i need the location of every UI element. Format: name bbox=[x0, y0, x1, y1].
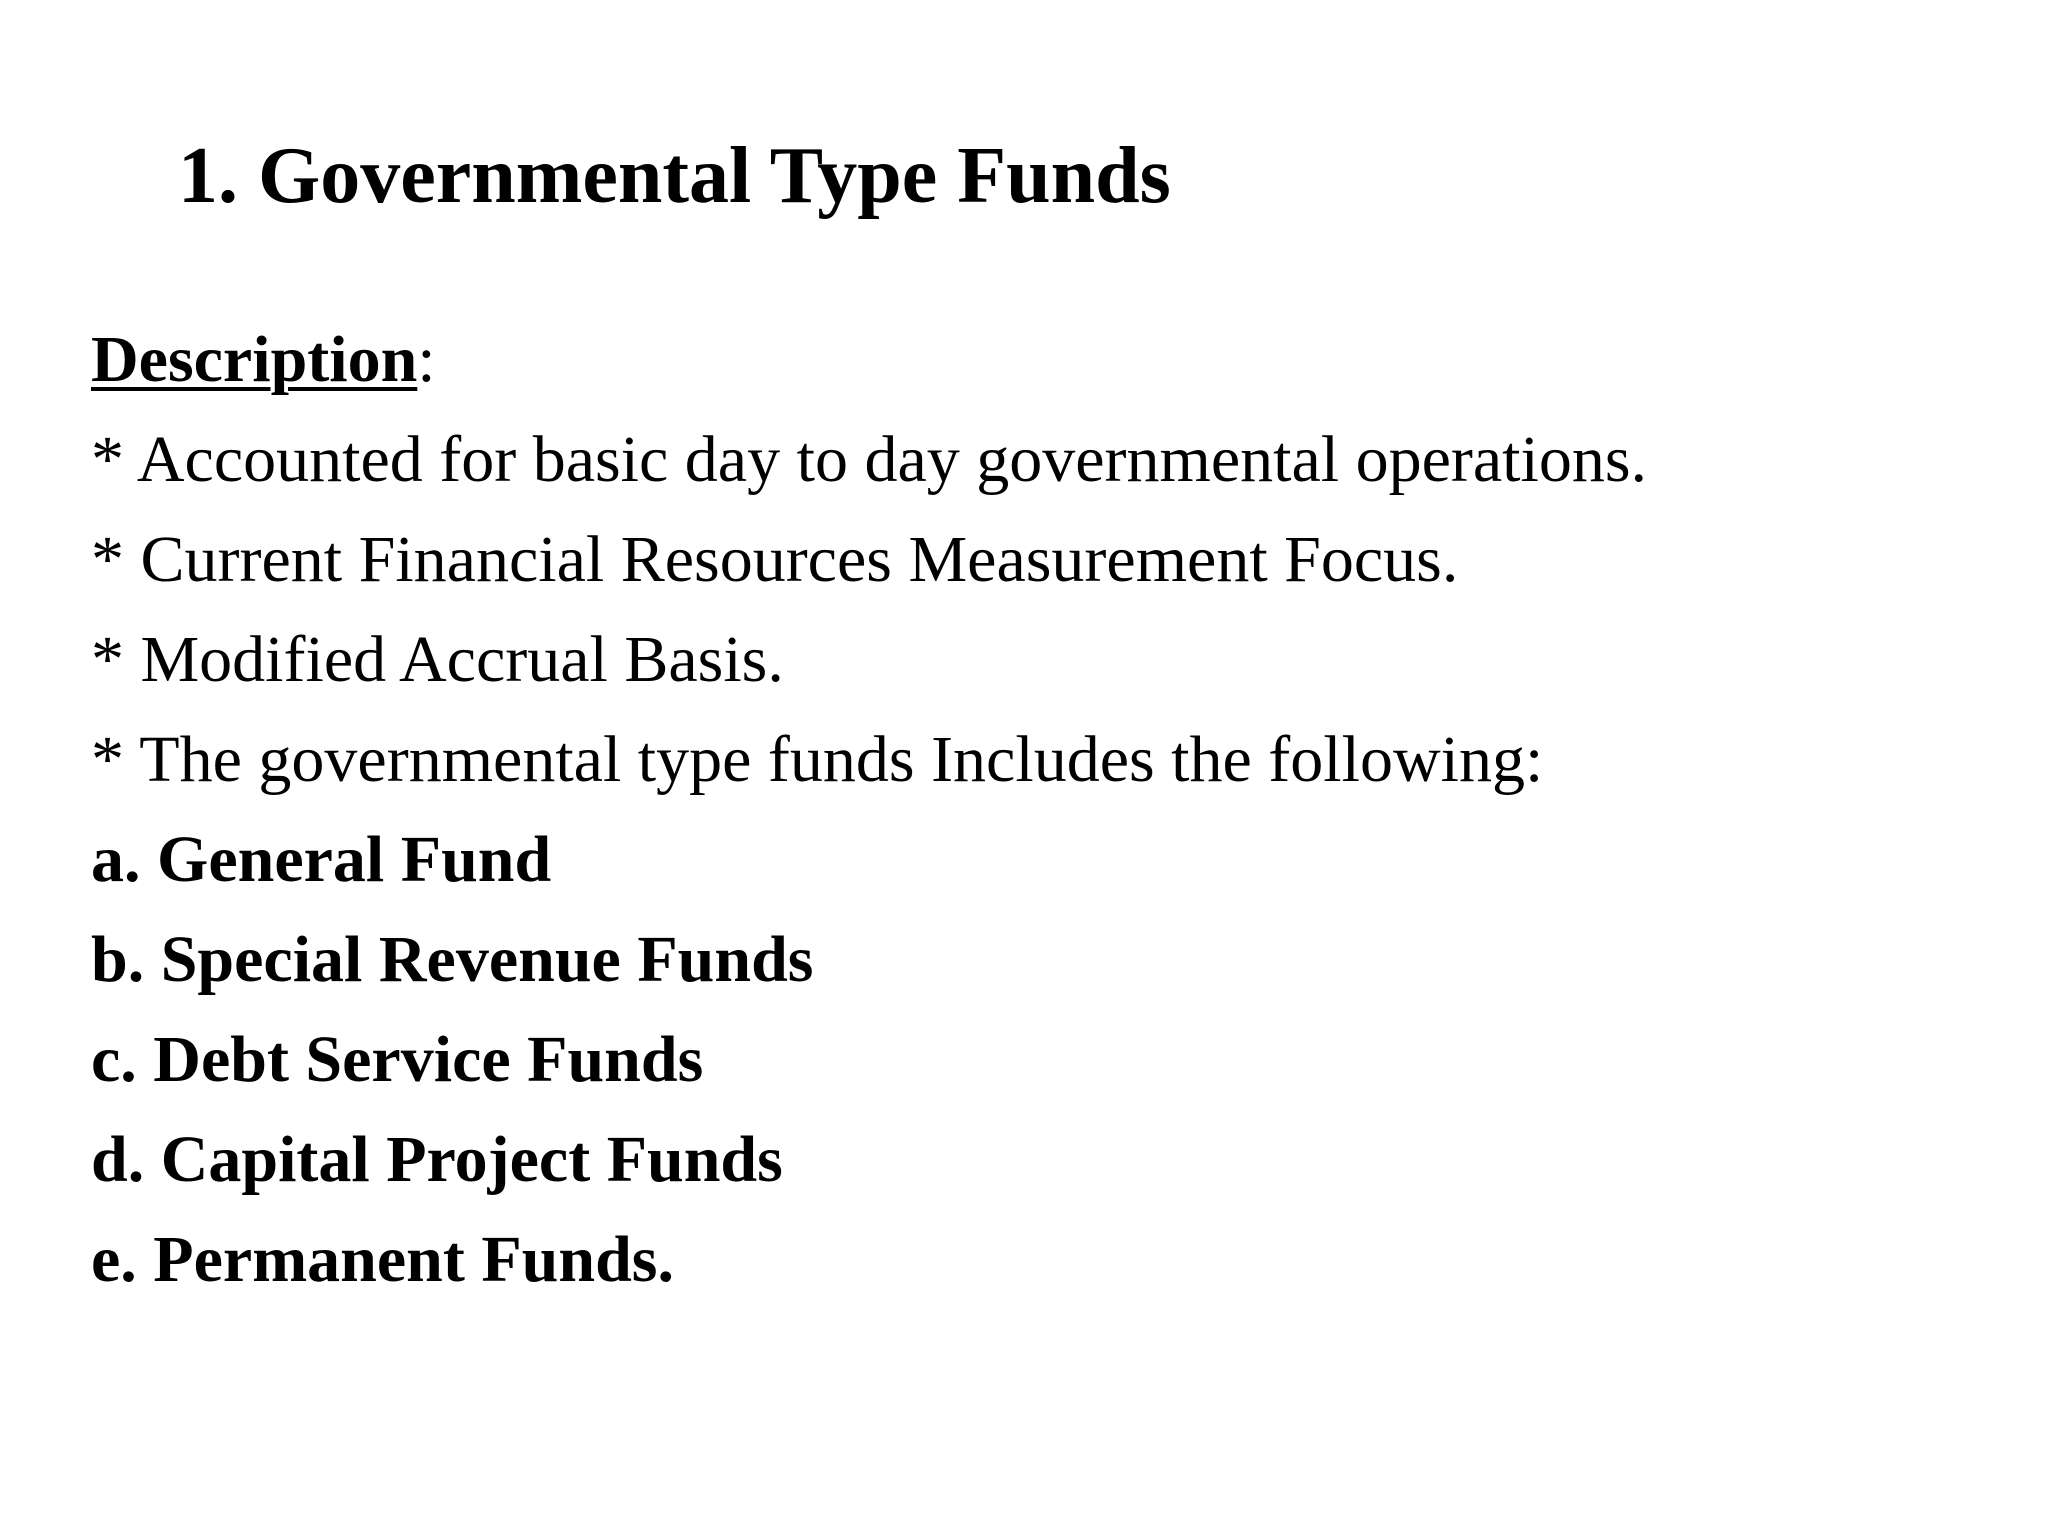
bullet-item: * Accounted for basic day to day governmental operations. bbox=[91, 423, 1648, 496]
bullet-item: * Current Financial Resources Measurement Focus. bbox=[91, 523, 1459, 596]
slide-title: 1. Governmental Type Funds bbox=[178, 132, 1171, 220]
bullet-item: * Modified Accrual Basis. bbox=[91, 623, 784, 696]
slide-content bbox=[91, 310, 1991, 1310]
fund-type-item: e. Permanent Funds. bbox=[91, 1223, 674, 1296]
bullet-item: * The governmental type funds Includes the following: bbox=[91, 723, 1544, 796]
fund-type-item: a. General Fund bbox=[91, 823, 552, 896]
fund-type-item: c. Debt Service Funds bbox=[91, 1023, 704, 1096]
fund-type-item: b. Special Revenue Funds bbox=[91, 923, 814, 996]
description-line bbox=[91, 310, 1991, 410]
fund-type-item: d. Capital Project Funds bbox=[91, 1123, 783, 1196]
description-colon: : bbox=[417, 323, 436, 396]
description-heading: Description bbox=[91, 323, 418, 396]
